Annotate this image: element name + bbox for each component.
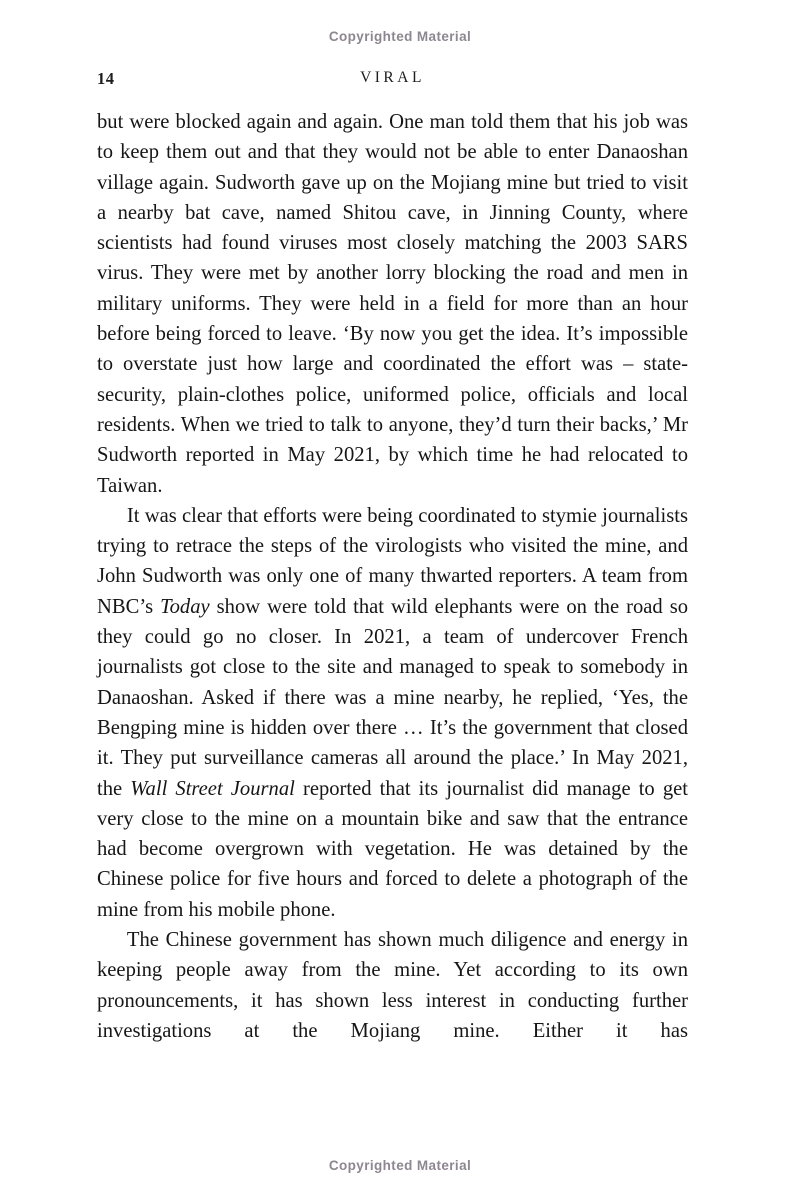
paragraph xyxy=(97,107,688,501)
text-run: It was clear that efforts were being coordinated to stymie journalists trying to retrace the steps of the virologists who visited the mine, and John Sudworth was only one of many thwarted reporters. A team from NBC’s xyxy=(97,504,688,618)
paragraph xyxy=(97,501,688,925)
text-run: show were told that wild elephants were on the road so they could go no closer. In 2021, a team of undercover French journalists got close to the site and managed to speak to somebody in Danaoshan. Asked if there was a mine nearby, he replied, ‘Yes, the Bengping mine is hidden over there … It’s the government that closed it. They put surveillance cameras all around the place.’ In May 2021, the xyxy=(97,595,689,800)
text-run: but were blocked again and again. One man told them that his job was to keep them out and that they would not be able to enter Danaoshan village again. Sudworth gave up on the Mojiang mine but tried to visit a nearby bat cave, named Shitou cave, in Jinning County, where scientists had found viruses most closely matching the 2003 SARS virus. They were met by another lorry blocking the road and men in military uniforms. They were held in a field for more than an hour before being forced to leave. ‘By now you get the idea. It’s impossible to overstate just how large and coordinated the effort was – state-security, plain-clothes police, uniformed police, officials and local residents. When we tried to talk to anyone, they’d turn their backs,’ Mr Sudworth reported in May 2021, by which time he had relocated to Taiwan. xyxy=(97,111,688,497)
body-text xyxy=(97,107,688,1046)
page-number: 14 xyxy=(97,69,115,88)
text-run: reported that its journalist did manage to get very close to the mine on a mountain bike and saw that the entrance had become overgrown with vegetation. He was detained by the Chinese police for five hours and forced to delete a photograph of the mine from his mobile phone. xyxy=(97,777,688,921)
page-content-area xyxy=(0,44,800,1046)
italic-text-run: Today xyxy=(160,595,210,618)
italic-text-run: Wall Street Journal xyxy=(130,777,295,800)
paragraph xyxy=(97,925,688,1046)
text-run: The Chinese government has shown much diligence and energy in keeping people away from the mine. Yet according to its own pronouncements, it has shown less interest in conducting further investigations at the Mojiang mine. Either it has xyxy=(97,929,688,1042)
page-header xyxy=(97,69,688,91)
copyright-notice-top: Copyrighted Material xyxy=(328,29,472,44)
running-head: VIRAL xyxy=(360,69,425,86)
copyright-notice-bottom: Copyrighted Material xyxy=(328,1158,472,1173)
